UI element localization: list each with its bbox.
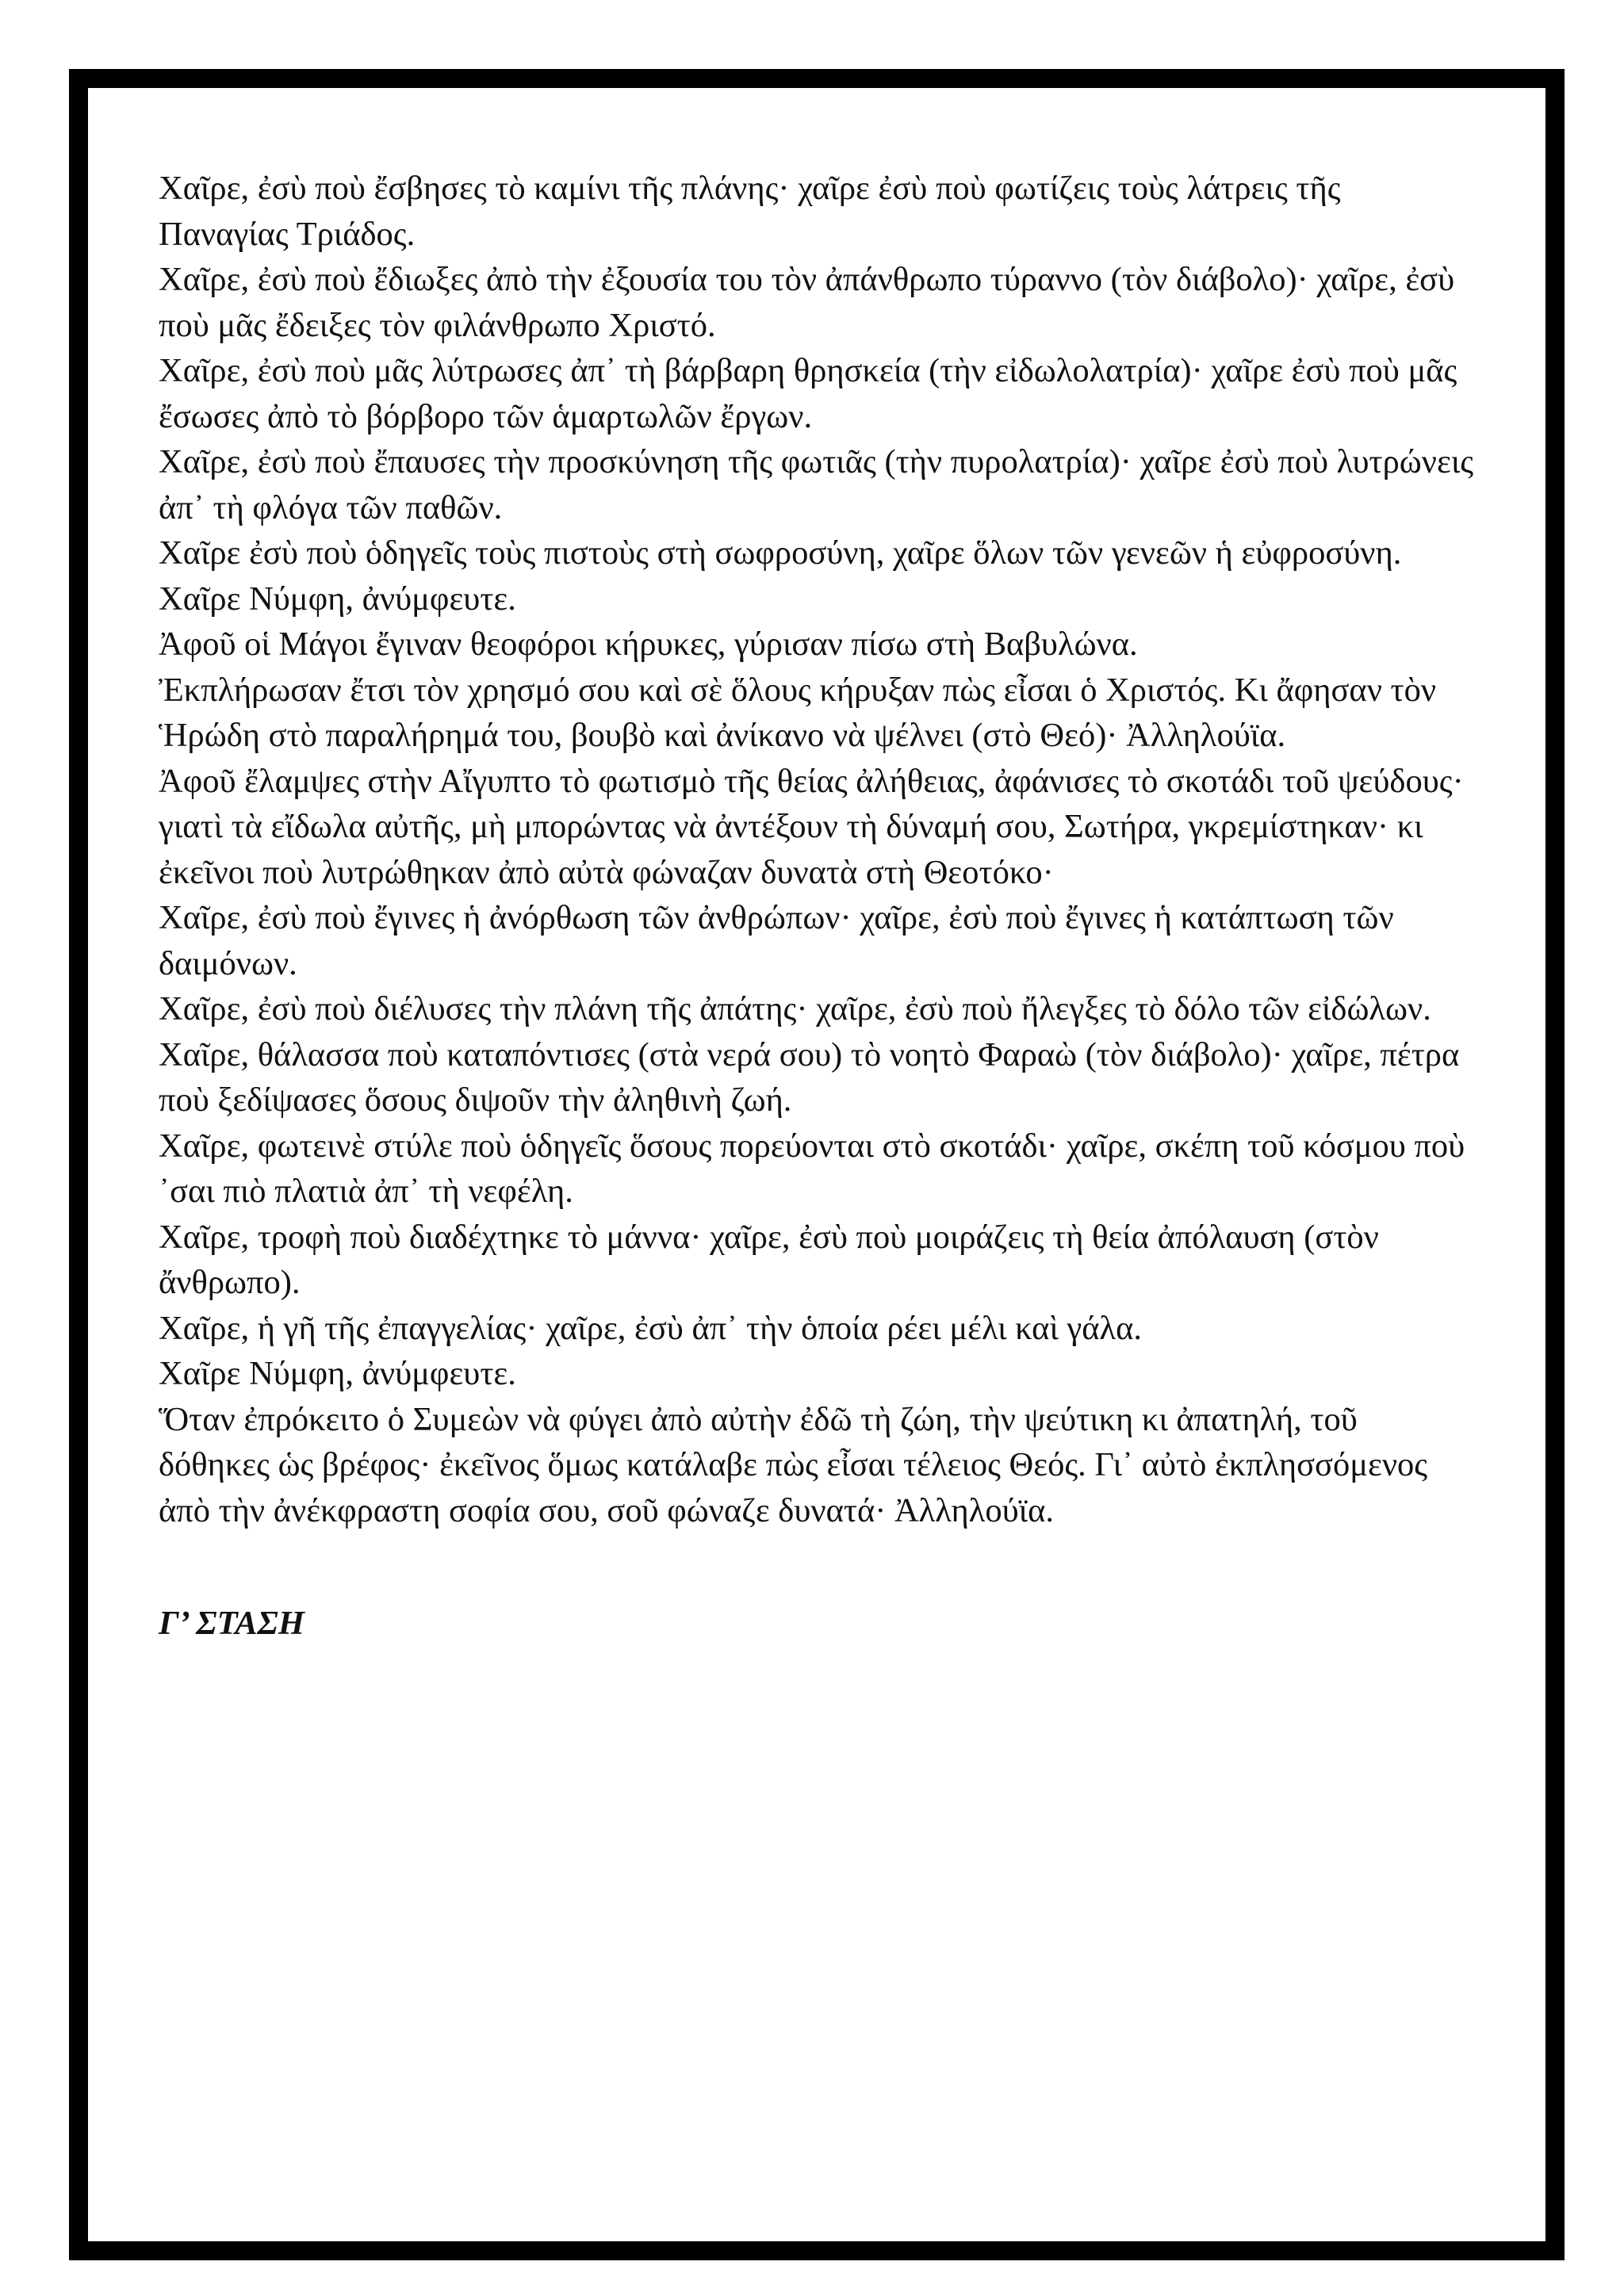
section-heading: Γ’ ΣΤΑΣΗ <box>159 1605 304 1642</box>
paragraph: Χαῖρε, ἐσὺ ποὺ μᾶς λύτρωσες ἀπ᾽ τὴ βάρβαρη θρησκεία (τὴν εἰδωλολατρία)· χαῖρε ἐσὺ ποὺ μᾶς ἔσωσες ἀπὸ τὸ βόρβορο τῶν ἁμαρτωλῶν ἔργων. <box>159 352 1457 435</box>
paragraph: Χαῖρε, ἐσὺ ποὺ διέλυσες τὴν πλάνη τῆς ἀπάτης· χαῖρε, ἐσὺ ποὺ ἤλεγξες τὸ δόλο τῶν εἰδώλων. <box>159 990 1431 1027</box>
paragraph: Ἀφοῦ οἱ Μάγοι ἔγιναν θεοφόροι κήρυκες, γύρισαν πίσω στὴ Βαβυλώνα. <box>159 626 1138 663</box>
page-border-frame <box>69 69 1565 2260</box>
paragraph: Ἀφοῦ ἔλαμψες στὴν Αἴγυπτο τὸ φωτισμὸ τῆς θείας ἀλήθειας, ἀφάνισες τὸ σκοτάδι τοῦ ψεύδους· γιατὶ τὰ εἴδωλα αὐτῆς, μὴ μπορώντας νὰ ἀντέξουν τὴ δύναμή σου, Σωτήρα, γκρεμίστηκαν· κι ἐκεῖνοι ποὺ λυτρώθηκαν ἀπὸ αὐτὰ φώναζαν δυνατὰ στὴ Θεοτόκο· <box>159 762 1464 891</box>
paragraph: Ὅταν ἐπρόκειτο ὁ Συμεὼν νὰ φύγει ἀπὸ αὐτὴν ἐδῶ τὴ ζώη, τὴν ψεύτικη κι ἀπατηλή, τοῦ δόθηκες ὡς βρέφος· ἐκεῖνος ὅμως κατάλαβε πὼς εἶσαι τέλειος Θεός. Γι᾽ αὐτὸ ἐκπλησσόμενος ἀπὸ τὴν ἀνέκφραστη σοφία σου, σοῦ φώναζε δυνατά· Ἀλληλούϊα. <box>159 1400 1428 1529</box>
paragraph: Χαῖρε Νύμφη, ἀνύμφευτε. <box>159 1355 516 1392</box>
paragraph: Χαῖρε, ἡ γῆ τῆς ἐπαγγελίας· χαῖρε, ἐσὺ ἀπ᾽ τὴν ὁποία ρέει μέλι καὶ γάλα. <box>159 1309 1143 1347</box>
paragraph: Ἐκπλήρωσαν ἔτσι τὸν χρησμό σου καὶ σὲ ὅλους κήρυξαν πὼς εἶσαι ὁ Χριστός. Κι ἄφησαν τὸν Ἡρώδη στὸ παραλήρημά του, βουβὸ καὶ ἀνίκανο νὰ ψέλνει (στὸ Θεό)· Ἀλληλούϊα. <box>159 671 1437 754</box>
paragraph: Χαῖρε, τροφὴ ποὺ διαδέχτηκε τὸ μάννα· χαῖρε, ἐσὺ ποὺ μοιράζεις τὴ θεία ἀπόλαυση (στὸν ἄνθρωπο). <box>159 1218 1379 1301</box>
paragraph: Χαῖρε, ἐσὺ ποὺ ἔδιωξες ἀπὸ τὴν ἐξουσία του τὸν ἀπάνθρωπο τύραννο (τὸν διάβολο)· χαῖρε, ἐσὺ ποὺ μᾶς ἔδειξες τὸν φιλάνθρωπο Χριστό. <box>159 261 1455 344</box>
paragraph: Χαῖρε, ἐσὺ ποὺ ἔπαυσες τὴν προσκύνηση τῆς φωτιᾶς (τὴν πυρολατρία)· χαῖρε ἐσὺ ποὺ λυτρώνεις ἀπ᾽ τὴ φλόγα τῶν παθῶν. <box>159 443 1474 526</box>
paragraph: Χαῖρε, θάλασσα ποὺ καταπόντισες (στὰ νερά σου) τὸ νοητὸ Φαραὼ (τὸν διάβολο)· χαῖρε, πέτρα ποὺ ξεδίψασες ὅσους διψοῦν τὴν ἀληθινὴ ζωή. <box>159 1035 1460 1119</box>
paragraph: Χαῖρε, ἐσὺ ποὺ ἔγινες ἡ ἀνόρθωση τῶν ἀνθρώπων· χαῖρε, ἐσὺ ποὺ ἔγινες ἡ κατάπτωση τῶν δαιμόνων. <box>159 899 1394 982</box>
paragraph: Χαῖρε, φωτεινὲ στύλε ποὺ ὁδηγεῖς ὅσους πορεύονται στὸ σκοτάδι· χαῖρε, σκέπη τοῦ κόσμου ποὺ ᾽σαι πιὸ πλατιὰ ἀπ᾽ τὴ νεφέλη. <box>159 1127 1465 1210</box>
page-body <box>159 166 1475 1647</box>
paragraph: Χαῖρε ἐσὺ ποὺ ὁδηγεῖς τοὺς πιστοὺς στὴ σωφροσύνη, χαῖρε ὅλων τῶν γενεῶν ἡ εὐφροσύνη. <box>159 534 1402 572</box>
paragraph: Χαῖρε, ἐσὺ ποὺ ἔσβησες τὸ καμίνι τῆς πλάνης· χαῖρε ἐσὺ ποὺ φωτίζεις τοὺς λάτρεις τῆς Παναγίας Τριάδος. <box>159 170 1341 253</box>
paragraph: Χαῖρε Νύμφη, ἀνύμφευτε. <box>159 580 516 618</box>
